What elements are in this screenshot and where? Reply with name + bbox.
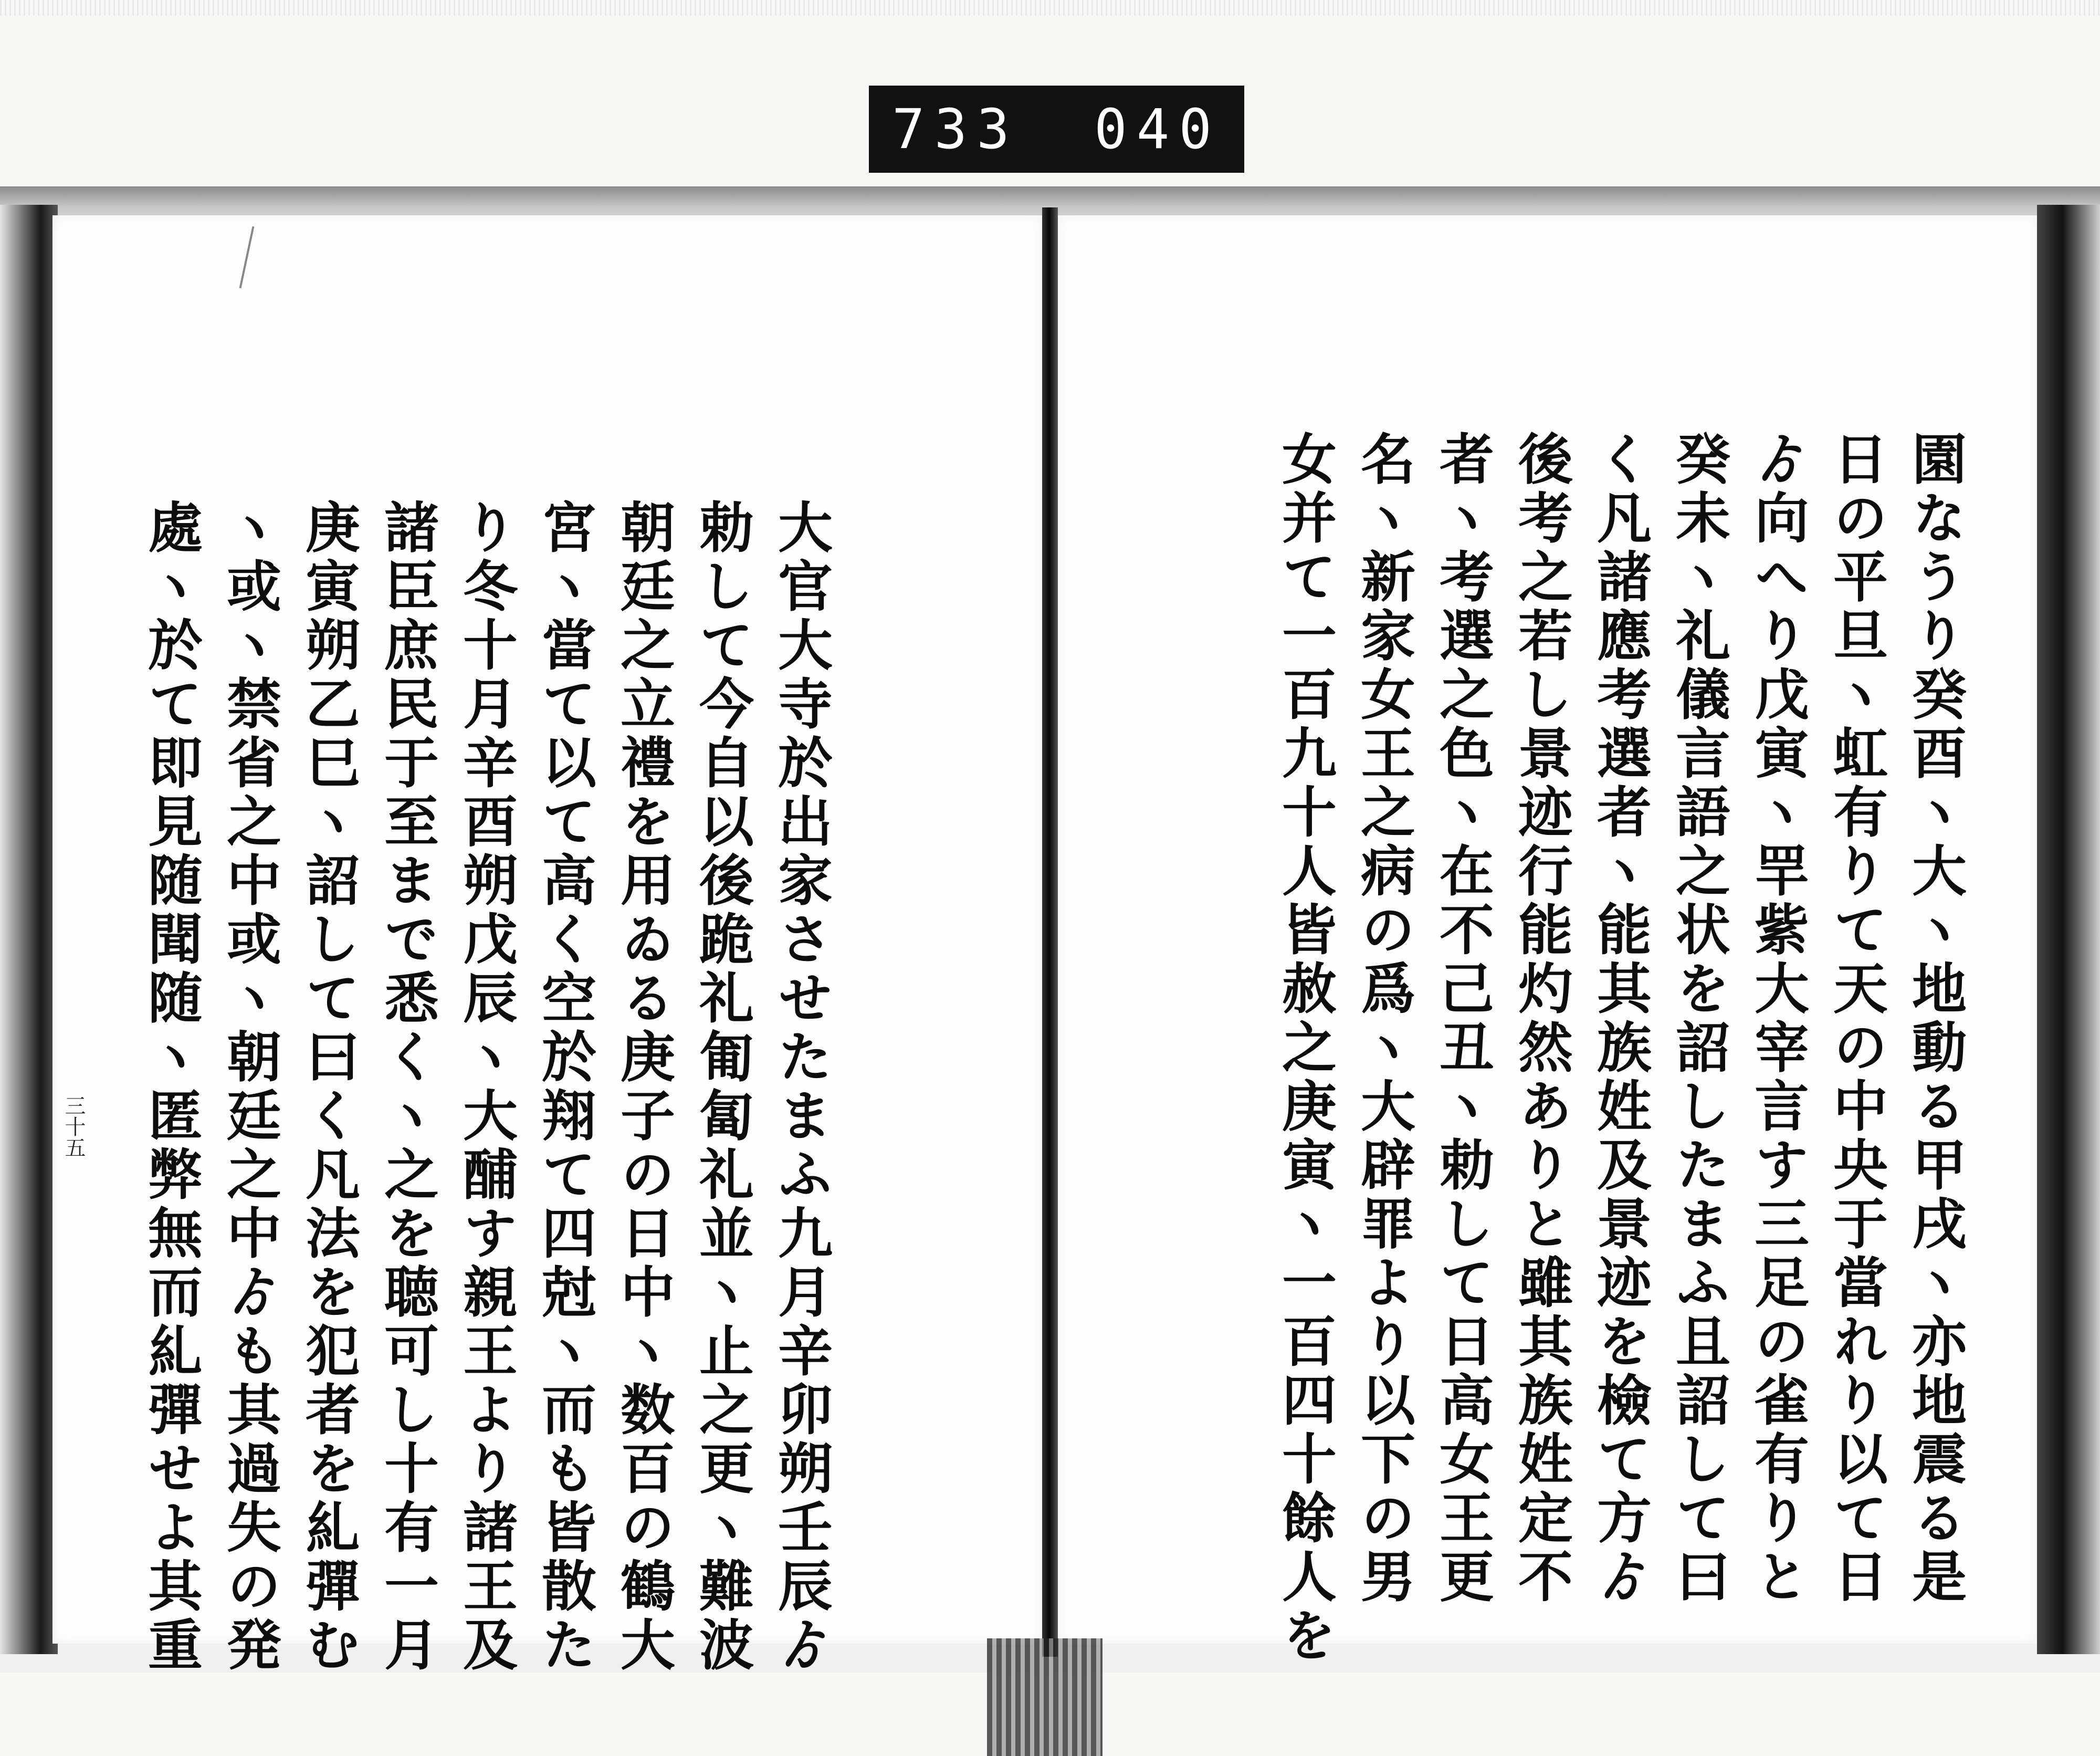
text-column: ゟ向へり戊寅ヽ䍐紫大宰言す三足の雀有りと bbox=[1745, 431, 1810, 1607]
frame-number: 040 bbox=[1094, 97, 1221, 161]
text-column: 大官大寺於出家させたまふ九月辛卯朔壬辰ゟ bbox=[769, 499, 833, 1675]
text-column: 女并て一百九十人皆赦之庚寅ヽ一百四十餘人を bbox=[1273, 431, 1337, 1666]
scan-noise-strip bbox=[0, 0, 2100, 16]
reel-number: 733 bbox=[892, 97, 1019, 161]
text-column: り冬十月辛酉朔戊辰ヽ大酺す親王より諸王及 bbox=[454, 499, 518, 1675]
text-column: 名ヽ新家女王之病の爲ヽ大辟罪より以下の男 bbox=[1351, 431, 1416, 1607]
text-column: 朝廷之立禮を用ゐる庚子の日中ヽ数百の鶴大 bbox=[611, 499, 676, 1675]
left-page-text bbox=[74, 499, 840, 1675]
text-column: 後考之若し景迹行能灼然ありと雖其族姓定不 bbox=[1509, 431, 1573, 1607]
spine-foot-noise bbox=[987, 1638, 1102, 1756]
text-column: 庚寅朔乙巳ヽ詔して曰く凡法を犯者を糺彈む bbox=[296, 499, 361, 1675]
text-column: 勅して今自以後跪礼匍匐礼並ヽ止之更ヽ難波 bbox=[690, 499, 754, 1675]
text-column: 宮ヽ當て以て高く空於翔て四尅ヽ而も皆散た bbox=[532, 499, 597, 1675]
book-spine bbox=[1042, 207, 1058, 1657]
book-edge-right bbox=[2037, 205, 2100, 1654]
text-column: ヽ或ヽ禁省之中或ヽ朝廷之中ゟも其過失の発 bbox=[217, 499, 282, 1675]
text-column: 癸未ヽ礼儀言語之状を詔したまふ且詔して曰 bbox=[1666, 431, 1731, 1607]
text-column: 園なうり癸酉ヽ大ヽ地動る甲戌ヽ亦地震る是 bbox=[1903, 431, 1967, 1607]
page-number: 三十五 bbox=[61, 1095, 86, 1158]
text-column: 者ヽ考選之色ヽ在不己丑ヽ勅して日高女王更 bbox=[1430, 431, 1495, 1607]
text-column: 日の平旦ヽ虹有りて天の中央于當れり以て日 bbox=[1824, 431, 1888, 1607]
text-column: 處ヽ於て即見随聞随ヽ匿弊無而糺彈せよ其重 bbox=[139, 499, 203, 1675]
right-page-text bbox=[1176, 431, 1974, 1666]
text-column: く凡諸應考選者ヽ能其族姓及景迹を檢て方ゟ bbox=[1588, 431, 1652, 1607]
text-column: 諸臣庶民于至まで悉くヽ之を聴可し十有一月 bbox=[375, 499, 439, 1675]
microfilm-frame-label bbox=[869, 86, 1244, 173]
book-edge-left bbox=[0, 205, 58, 1654]
